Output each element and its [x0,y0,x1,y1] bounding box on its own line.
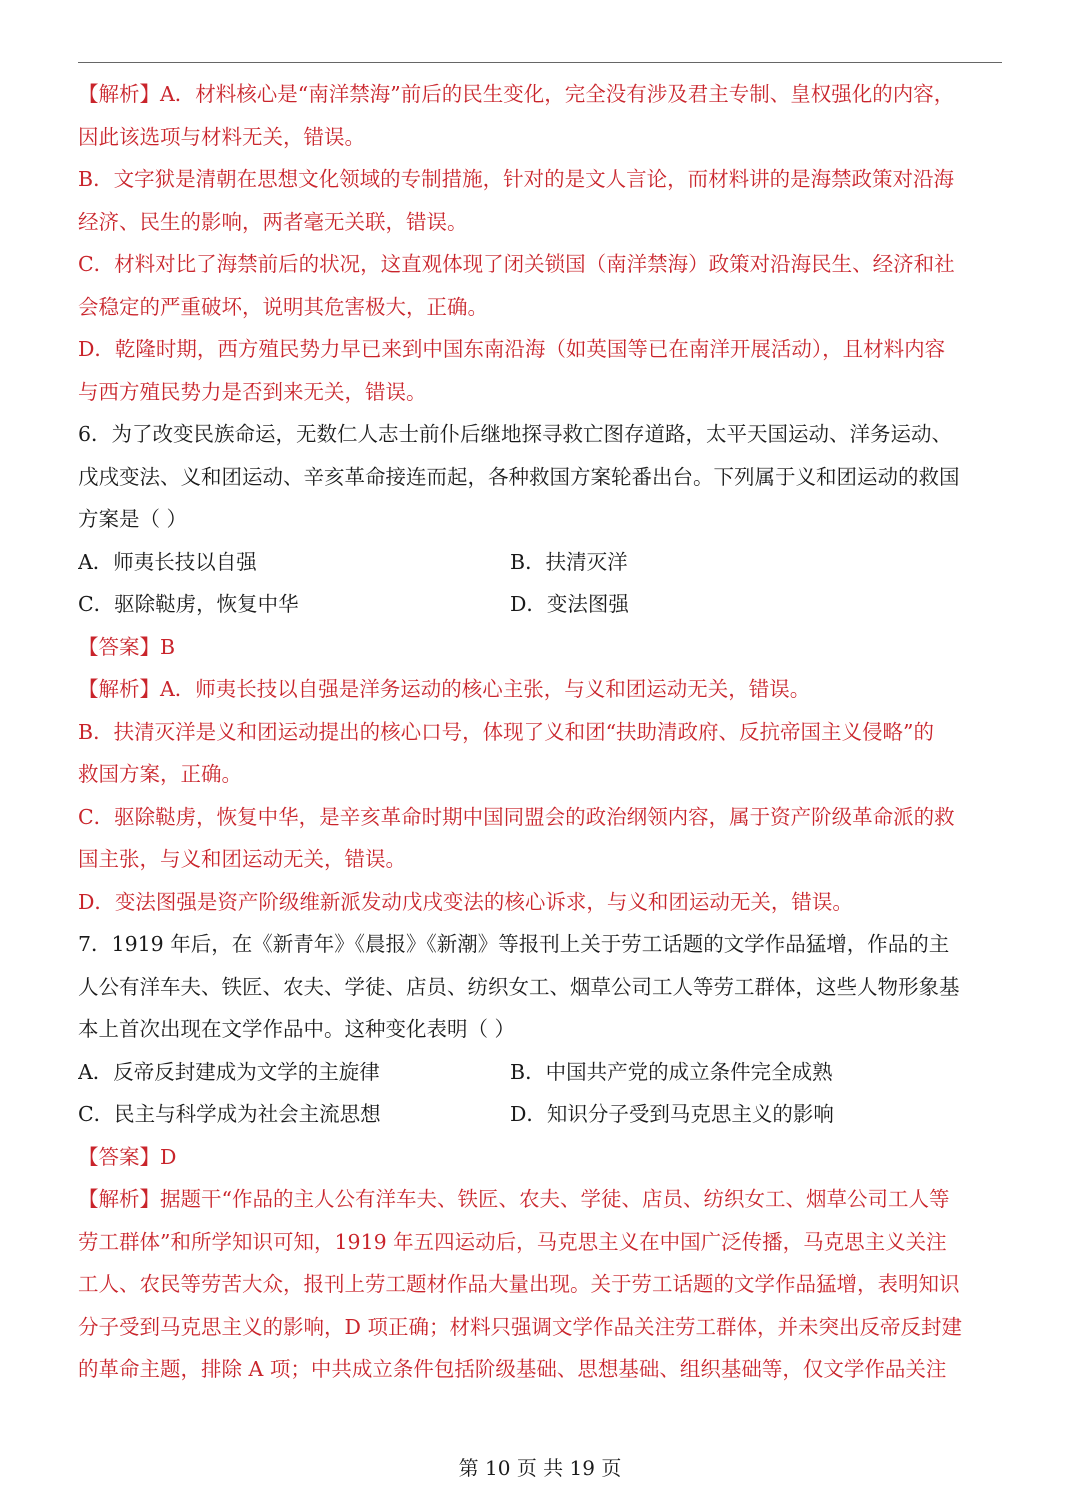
answer: 【答案】D [78,1144,177,1169]
option-c: C．驱除鞑虏，恢复中华 [78,592,299,616]
option-c: C．民主与科学成为社会主流思想 [78,1102,381,1126]
options-row [78,1051,1002,1094]
question-stem-line: 人公有洋车夫、铁匠、农夫、学徒、店员、纺织女工、烟草公司工人等劳工群体，这些人物形象基 [78,974,960,999]
option-d: D．变法图强 [510,592,629,616]
explanation-line: 国主张，与义和团运动无关，错误。 [78,847,406,871]
question-stem-line: 戊戌变法、义和团运动、辛亥革命接连而起，各种救国方案轮番出台。下列属于义和团运动的救国 [78,464,960,489]
option-b: B．中国共产党的成立条件完全成熟 [510,1059,833,1084]
options-row [78,583,1002,626]
explanation-line: 因此该选项与材料无关，错误。 [78,124,365,149]
question-6 [78,413,1002,923]
explanation-line: 分子受到马克思主义的影响，D 项正确；材料只强调文学作品关注劳工群体，并未突出反帝反封建 [78,1314,962,1339]
explanation-line: 【解析】A．师夷长技以自强是洋务运动的核心主张，与义和团运动无关，错误。 [78,677,811,701]
explanation-line: 【解析】据题干“作品的主人公有洋车夫、铁匠、农夫、学徒、店员、纺织女工、烟草公司工人等 [78,1187,950,1211]
option-b: B．扶清灭洋 [510,549,628,574]
page-number: 第 10 页 共 19 页 [458,1456,622,1480]
explanation-line: 救国方案，正确。 [78,762,242,786]
explanation-line: D．乾隆时期，西方殖民势力早已来到中国东南沿海（如英国等已在南洋开展活动），且材料内容 [78,337,946,361]
options-row [78,541,1002,584]
explanation-line: 的革命主题，排除 A 项；中共成立条件包括阶级基础、思想基础、组织基础等，仅文学作品关注 [78,1357,947,1381]
options-row [78,1093,1002,1136]
question-stem-line: 6．为了改变民族命运，无数仁人志士前仆后继地探寻救亡图存道路，太平天国运动、洋务运动、 [78,422,953,446]
question-stem-line: 本上首次出现在文学作品中。这种变化表明（ ） [78,1017,516,1041]
answer: 【答案】B [78,634,176,659]
explanation-line: C．材料对比了海禁前后的状况，这直观体现了闭关锁国（南洋禁海）政策对沿海民生、经济和社 [78,252,955,276]
explanation-line: B．文字狱是清朝在思想文化领域的专制措施，针对的是文人言论，而材料讲的是海禁政策对沿海 [78,167,955,191]
page-content [78,73,1002,1391]
explanation-line: B．扶清灭洋是义和团运动提出的核心口号，体现了义和团“扶助清政府、反抗帝国主义侵略”的 [78,719,935,744]
explanation-line: 经济、民生的影响，两者毫无关联，错误。 [78,209,468,234]
explanation-line: 【解析】A．材料核心是“南洋禁海”前后的民生变化，完全没有涉及君主专制、皇权强化的内容， [78,82,955,106]
question-stem-line: 7．1919 年后，在《新青年》《晨报》《新潮》等报刊上关于劳工话题的文学作品猛增，作品的主 [78,932,950,956]
option-d: D．知识分子受到马克思主义的影响 [510,1102,834,1126]
question-stem-line: 方案是（ ） [78,507,188,531]
explanation-line: D．变法图强是资产阶级维新派发动戊戌变法的核心诉求，与义和团运动无关，错误。 [78,889,853,914]
explanation-line: C．驱除鞑虏，恢复中华，是辛亥革命时期中国同盟会的政治纲领内容，属于资产阶级革命派的救 [78,804,955,829]
question-7 [78,923,1002,1391]
explanation-line: 工人、农民等劳苦大众，报刊上劳工题材作品大量出现。关于劳工话题的文学作品猛增，表明知识 [78,1272,960,1296]
option-a: A．师夷长技以自强 [78,549,257,574]
explanation-line: 劳工群体”和所学知识可知，1919 年五四运动后，马克思主义在中国广泛传播，马克思主义关注 [78,1229,947,1254]
q5-explanation [78,73,1002,413]
explanation-line: 与西方殖民势力是否到来无关，错误。 [78,379,427,404]
header-rule [78,62,1002,63]
explanation-line: 会稳定的严重破坏，说明其危害极大，正确。 [78,294,488,319]
option-a: A．反帝反封建成为文学的主旋律 [78,1059,380,1084]
